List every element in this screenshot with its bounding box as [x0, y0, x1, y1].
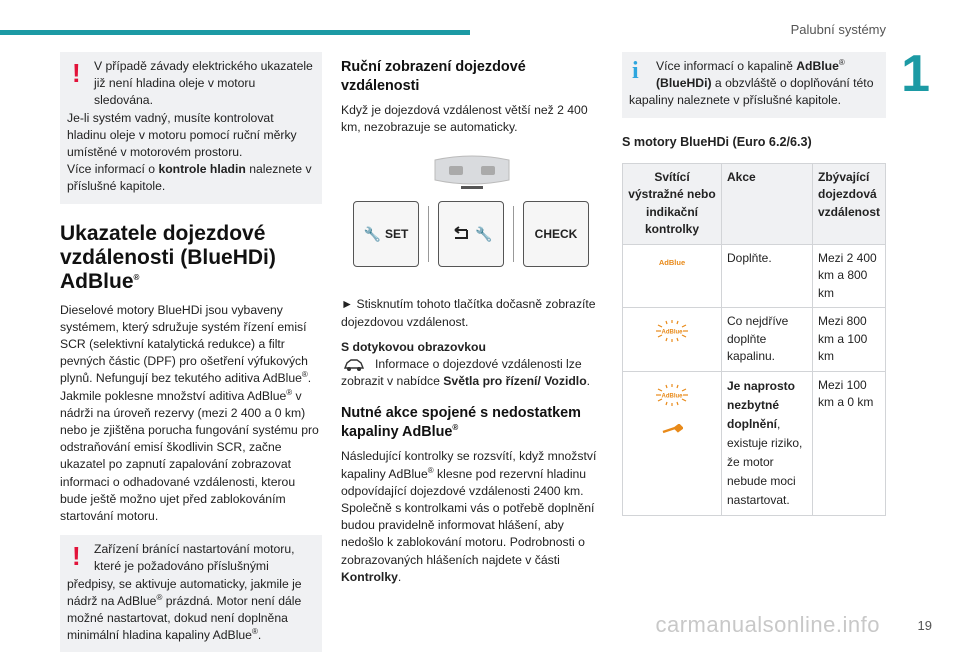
info-icon: i — [632, 58, 639, 84]
warning-line: Zařízení bránící nastartování motoru, — [94, 542, 295, 557]
paragraph-intro: Dieselové motory BlueHDi jsou vybaveny systémem, který sdružuje systém řízení emisí SCR (selektivní katalytická redukce) a filtr pevných částic (DPF) pro ošetření výfukových plynů. Nefungují bez tekutého aditiva AdBlue®. Jakmile poklesne množství aditiva AdBlue® v nádrži na úroveň rezervy (mezi 2 400 a 0 km) nebo je zjištěna porucha fungování systému pro odstraňování emisí škodlivin SCR, začne ukazatel po zapnutí zapalování zobrazovat informaci o odhadované vzdálenosti, kterou bude ještě možno ujet před zablokováním startování motoru. — [60, 302, 319, 524]
section-heading-adblue-shortage: Nutné akce spojené s nedostatkem kapaliny AdBlue® — [341, 405, 581, 441]
warning-text: předpisy, se aktivuje automaticky, jakmile je nádrž na AdBlue® prázdná. Motor není dále možné nastartovat, dokud není doplněna minimální hladina kapaliny AdBlue®. — [67, 576, 302, 643]
instrument-display-icon — [427, 154, 517, 194]
chapter-number: 1 — [901, 45, 930, 103]
range-display-button[interactable] — [438, 201, 504, 267]
section-heading-adblue: Ukazatele dojezdové vzdálenosti (BlueHDi) AdBlue® — [60, 221, 276, 293]
section-title-euro6: S motory BlueHDi (Euro 6.2/6.3) — [622, 134, 812, 149]
wrench-icon: 🔧 — [363, 225, 382, 242]
car-icon — [343, 358, 365, 372]
table-icon-cell — [623, 244, 722, 308]
return-arrow-icon — [449, 226, 471, 242]
touch-screen-paragraph: Informace o dojezdové vzdálenosti lze zobrazit v nabídce Světla pro řízení/ Vozidlo. — [341, 357, 591, 389]
table-cell-action: Doplňte. — [721, 244, 812, 308]
column-right — [622, 52, 886, 516]
adblue-warning-table — [622, 163, 886, 516]
table-icon-cell — [623, 308, 722, 372]
table-cell-range: Mezi 2 400 km a 800 km — [812, 244, 885, 308]
paragraph-button-press: ► Stisknutím tohoto tlačítka dočasně zobrazíte dojezdovou vzdálenost. — [341, 297, 596, 329]
header-accent-bar — [0, 30, 470, 35]
touch-screen-heading: S dotykovou obrazovkou — [341, 339, 486, 354]
table-cell-action: Je naprosto nezbytné doplnění, existuje riziko, že motor nebude moci nastartovat. — [721, 371, 812, 515]
page-number: 19 — [917, 618, 932, 633]
set-button[interactable] — [353, 201, 419, 267]
warning-box-start-block — [60, 535, 322, 652]
paragraph-manual-range: Když je dojezdová vzdálenost větší než 2 400 km, nezobrazuje se automaticky. — [341, 103, 588, 135]
adblue-alert-icon — [654, 383, 690, 407]
warning-more-info: Více informací o kontrole hladin naleznete v příslušné kapitole. — [67, 162, 312, 194]
wrench-icon — [661, 424, 683, 436]
panel-divider — [513, 206, 514, 262]
table-row — [623, 244, 886, 308]
table-cell-range: Mezi 800 km a 100 km — [812, 308, 885, 372]
page-header-title: Palubní systémy — [790, 22, 886, 37]
table-row — [623, 308, 886, 372]
table-header-row — [623, 163, 886, 244]
check-button[interactable] — [523, 201, 589, 267]
paragraph-adblue-shortage: Následující kontrolky se rozsvítí, když množství kapaliny AdBlue® klesne pod rezervní hladinu odpovídající dojezdové vzdálenosti 2400 km. Společně s kontrolkami vás o potřebě doplnění budou pravidelně informovat hlášení, aby nedošlo k zablokování motoru. Podrobnosti o zobrazovaných hlášeních najdete v části Kontrolky. — [341, 449, 597, 584]
check-button-label: CHECK — [534, 227, 578, 242]
section-heading-manual-range: Ruční zobrazení dojezdové vzdálenosti — [341, 59, 526, 94]
exclamation-warning-icon: ! — [72, 541, 81, 572]
adblue-alert-icon — [654, 319, 690, 343]
dashboard-button-panel — [341, 150, 603, 290]
table-cell-range: Mezi 100 km a 0 km — [812, 371, 885, 515]
info-box-adblue: i Více informací o kapalině AdBlue® (BlueHDi) a obzvláště o doplňování této kapaliny naleznete v příslušné kapitole. — [622, 52, 886, 118]
wrench-icon: 🔧 — [475, 225, 493, 242]
warning-text: Je-li systém vadný, musíte kontrolovat hladinu oleje v motoru pomocí ruční měrky umístěné v motorovém prostoru. — [67, 110, 297, 160]
table-row — [623, 371, 886, 515]
svg-text:AdBlue: AdBlue — [661, 393, 683, 400]
adblue-icon: AdBlue — [658, 257, 686, 267]
table-icon-cell — [623, 371, 722, 515]
column-middle — [341, 58, 603, 594]
warning-line: již není hladina oleje v motoru sledována. — [94, 76, 256, 108]
exclamation-warning-icon: ! — [72, 58, 81, 88]
column-left — [60, 52, 322, 652]
table-cell-action: Co nejdříve doplňte kapalinu. — [721, 308, 812, 372]
warning-box-oil — [60, 52, 322, 204]
table-header-cell: Akce — [721, 163, 812, 244]
panel-divider — [428, 206, 429, 262]
warning-line: V případě závady elektrického ukazatele — [94, 59, 313, 73]
watermark: carmanualsonline.info — [655, 612, 880, 637]
set-button-label: SET — [385, 227, 409, 242]
table-header-cell: Svítící výstražné nebo indikační kontrolky — [623, 163, 722, 244]
svg-text:AdBlue: AdBlue — [661, 329, 683, 336]
table-header-cell: Zbývající dojezdová vzdálenost — [812, 163, 885, 244]
warning-line: které je požadováno příslušnými — [94, 559, 269, 574]
